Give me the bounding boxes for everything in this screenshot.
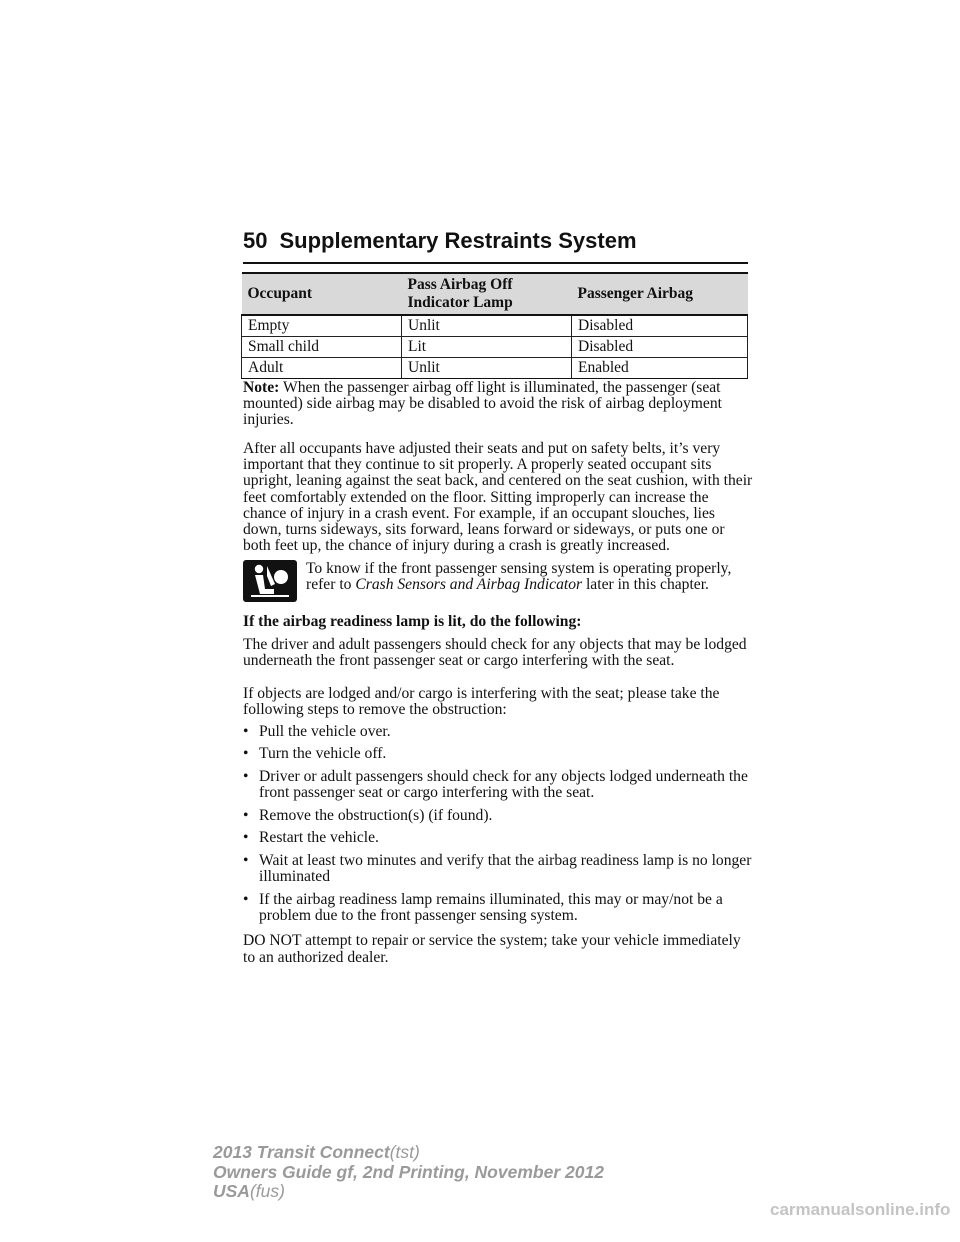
- table-cell: Small child: [242, 337, 402, 358]
- icon-paragraph: [306, 561, 753, 593]
- list-item: • Driver or adult passengers should check for any objects lodged underneath the front passenger seat or cargo interfering with the seat.: [243, 768, 748, 802]
- table-cell: Enabled: [572, 358, 748, 379]
- footer-model: 2013 Transit Connect: [213, 1142, 390, 1162]
- table-cell: Adult: [242, 358, 402, 379]
- list-item: • Turn the vehicle off.: [243, 745, 387, 762]
- airbag-warning-icon-graphic: [243, 560, 297, 602]
- section-heading: If the airbag readiness lamp is lit, do the following:: [243, 613, 582, 630]
- check-paragraph: The driver and adult passengers should check for any objects that may be lodged underneath the front passenger seat or cargo interfering with the seat.: [243, 636, 747, 670]
- airbag-warning-icon: [243, 560, 297, 602]
- table-row: [242, 337, 748, 358]
- watermark: carmanualsonline.info: [770, 1200, 951, 1219]
- icon-paragraph-after: later in this chapter.: [582, 576, 709, 594]
- crash-sensors-reference: Crash Sensors and Airbag Indicator: [355, 576, 583, 594]
- column-header-indicator-lamp-line1: Pass Airbag Off: [407, 276, 513, 293]
- table-cell: Disabled: [572, 337, 748, 358]
- table-row: [242, 315, 748, 337]
- footer-printing: Owners Guide gf, 2nd Printing, November 2012: [213, 1161, 604, 1182]
- note-text: When the passenger airbag off light is illuminated, the passenger (seat mounted) side airbag may be disabled to avoid the risk of airbag deployment injuries.: [243, 379, 722, 429]
- column-header-occupant: Occupant: [242, 273, 402, 315]
- footer-model-code: (tst): [389, 1142, 420, 1162]
- table-header-row: [242, 273, 748, 315]
- table-cell: Empty: [242, 315, 402, 337]
- page-number: 50: [243, 228, 268, 253]
- icon-paragraph-before: To know if the front passenger sensing system is operating properly, refer to: [306, 560, 732, 594]
- table-row: [242, 358, 748, 379]
- objects-paragraph: If objects are lodged and/or cargo is interfering with the seat; please take the following steps to remove the obstruction:: [243, 685, 720, 719]
- document-footer: [213, 1143, 604, 1202]
- table-cell: Unlit: [402, 358, 572, 379]
- column-header-indicator-lamp: [402, 273, 572, 315]
- list-item: • If the airbag readiness lamp remains illuminated, this may or may/not be a problem due to the front passenger sensing system.: [243, 891, 723, 925]
- footer-market: USA: [213, 1181, 250, 1201]
- list-item: • Pull the vehicle over.: [243, 723, 391, 740]
- table-cell: Unlit: [402, 315, 572, 337]
- column-header-indicator-lamp-line2: Indicator Lamp: [407, 294, 513, 311]
- sitting-paragraph: After all occupants have adjusted their seats and put on safety belts, it’s very important that they continue to sit properly. A properly seated occupant sits upright, leaning against the seat back, and centered on the seat cushion, with their feet comfortably extended on the floor. Sitting improperly can increase the chance of injury in a crash event. For example, if an occupant slouches, lies down, turns sideways, sits forward, leans forward or sideways, or puts one or both feet up, the chance of injury during a crash is greatly increased.: [243, 440, 753, 555]
- column-header-passenger-airbag: Passenger Airbag: [572, 273, 748, 315]
- table-cell: Lit: [402, 337, 572, 358]
- footer-market-code: (fus): [249, 1181, 285, 1201]
- note-label: Note:: [243, 379, 280, 396]
- list-item: • Restart the vehicle.: [243, 829, 379, 846]
- note-paragraph: [243, 380, 753, 429]
- occupant-airbag-table: [241, 272, 748, 379]
- list-item: • Wait at least two minutes and verify that the airbag readiness lamp is no longer illuminated: [243, 852, 752, 886]
- section-title: Supplementary Restraints System: [279, 228, 637, 253]
- page-header: [243, 228, 748, 254]
- closing-paragraph: DO NOT attempt to repair or service the system; take your vehicle immediately to an authorized dealer.: [243, 932, 741, 966]
- table-cell: Disabled: [572, 315, 748, 337]
- header-rule: [243, 262, 748, 264]
- list-item: • Remove the obstruction(s) (if found).: [243, 807, 493, 824]
